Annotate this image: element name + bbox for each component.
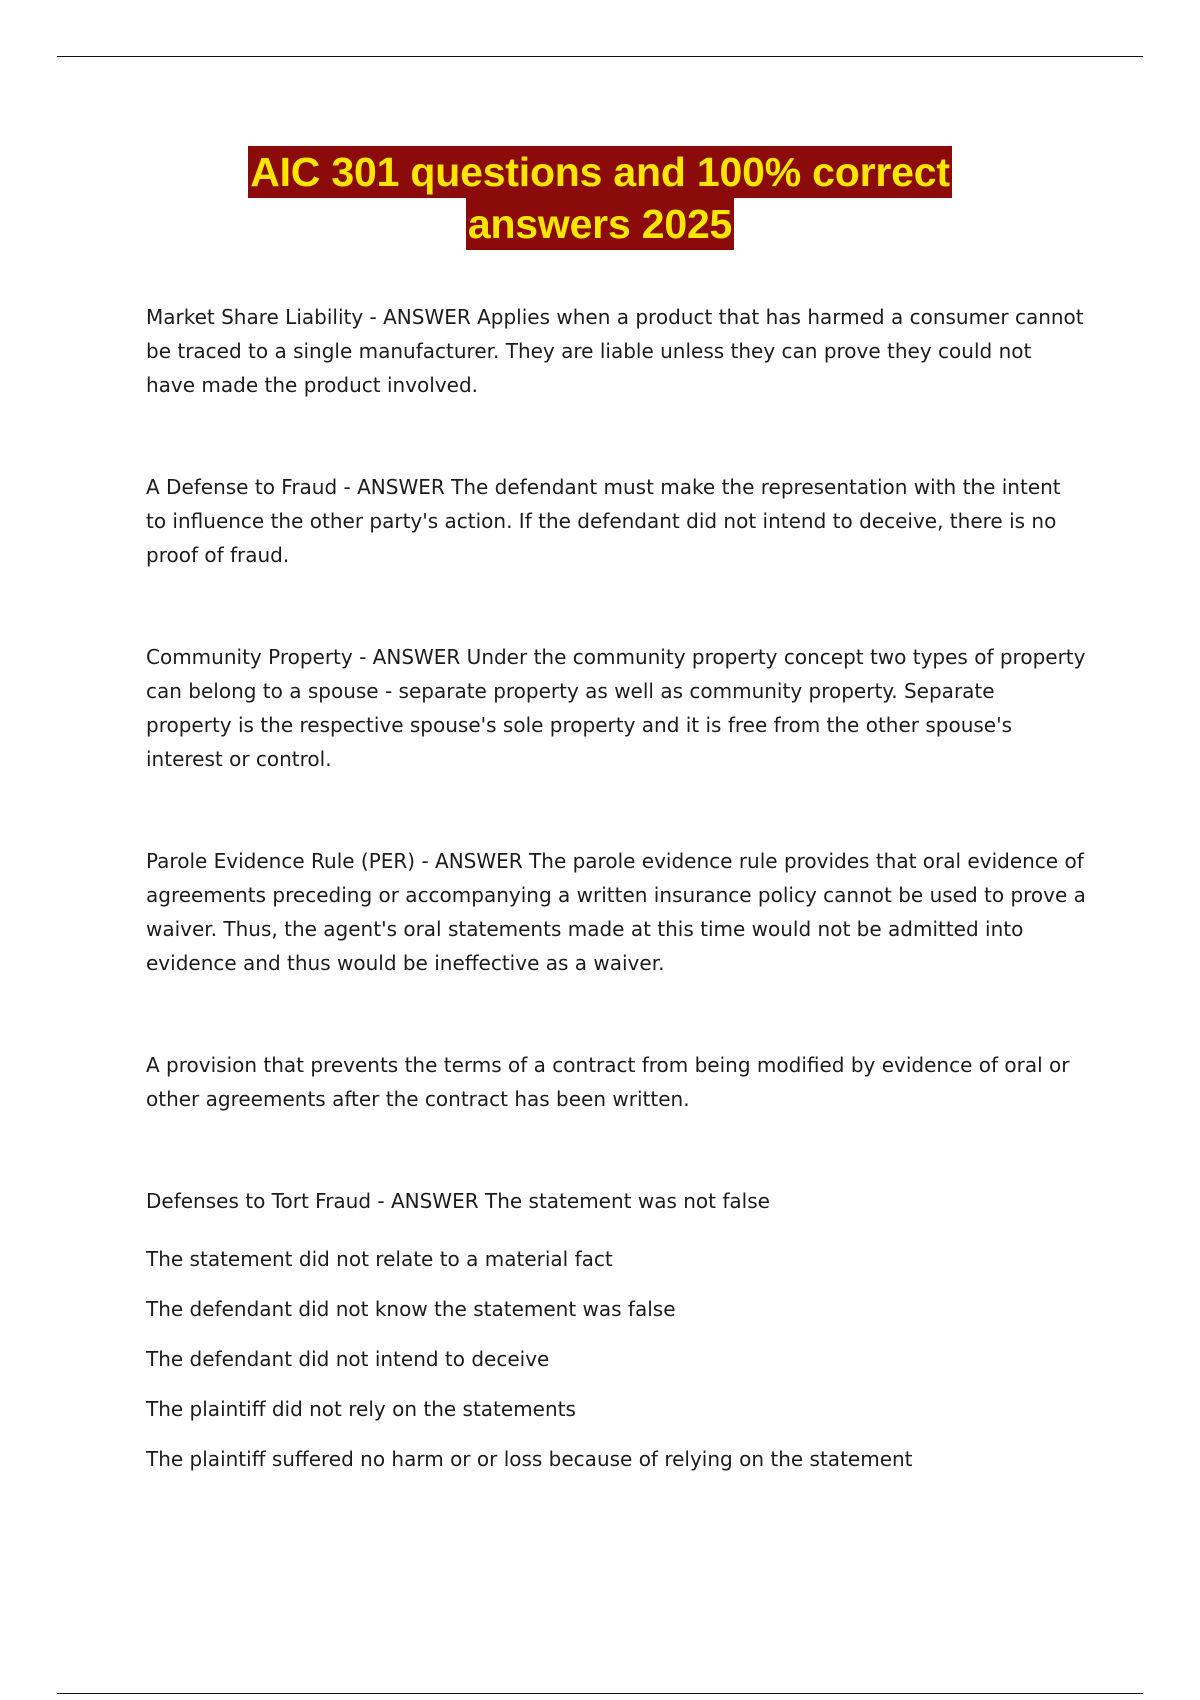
list-item: Defenses to Tort Fraud - ANSWER The statement was not false bbox=[146, 1189, 770, 1213]
entry-parole-evidence-rule: Parole Evidence Rule (PER) - ANSWER The parole evidence rule provides that oral evidence of agreements preceding or accompanying a written insurance policy cannot be used to prove a waiver. Thus, the agent's oral statements made at this time would not be admitted into evidence and thus would be ineffective as a waiver. bbox=[146, 849, 1086, 975]
entry-defense-to-fraud: A Defense to Fraud - ANSWER The defendant must make the representation with the intent to influence the other party's action. If the defendant did not intend to deceive, there is no proof of fraud. bbox=[146, 475, 1061, 567]
list-item: The defendant did not know the statement was false bbox=[146, 1297, 676, 1321]
title-line-2: answers 2025 bbox=[466, 198, 734, 250]
list-item: The defendant did not intend to deceive bbox=[146, 1347, 550, 1371]
top-rule bbox=[57, 56, 1143, 57]
document-body bbox=[146, 300, 1086, 1484]
list-item: The statement did not relate to a material fact bbox=[146, 1247, 613, 1271]
entry-community-property: Community Property - ANSWER Under the community property concept two types of property can belong to a spouse - separate property as well as community property. Separate property is the respective spouse's sole property and it is free from the other spouse's interest or control. bbox=[146, 645, 1086, 771]
list-item: The plaintiff did not rely on the statements bbox=[146, 1397, 576, 1421]
tort-fraud-defenses-list bbox=[146, 1184, 1086, 1484]
entry-market-share-liability: Market Share Liability - ANSWER Applies when a product that has harmed a consumer cannot be traced to a single manufacturer. They are liable unless they can prove they could not have made the product involved. bbox=[146, 305, 1084, 397]
bottom-rule bbox=[57, 1693, 1143, 1694]
document-title bbox=[0, 146, 1200, 250]
list-item: The plaintiff suffered no harm or or loss because of relying on the statement bbox=[146, 1447, 913, 1471]
entry-per-definition: A provision that prevents the terms of a contract from being modified by evidence of oral or other agreements after the contract has been written. bbox=[146, 1053, 1070, 1111]
title-line-1: AIC 301 questions and 100% correct bbox=[248, 146, 952, 198]
